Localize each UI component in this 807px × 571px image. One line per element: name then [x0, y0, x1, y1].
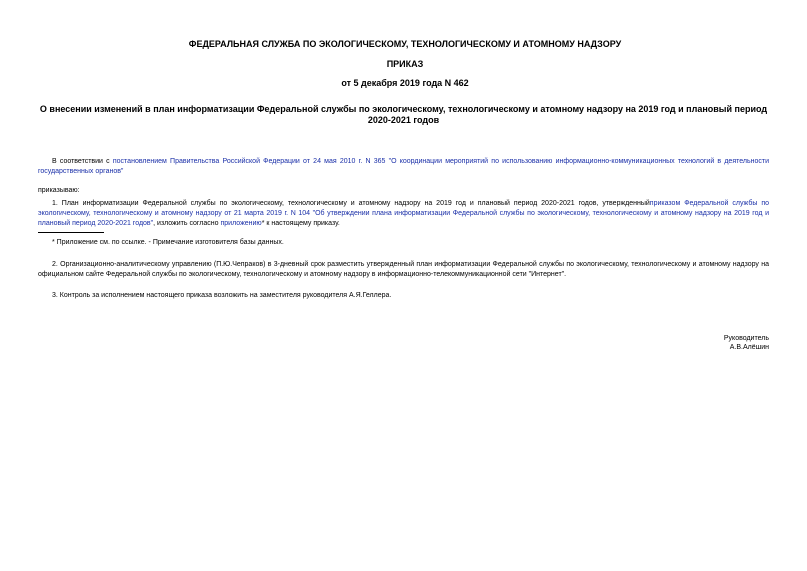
document-title: О внесении изменений в план информатизации Федеральной службы по экологическому, технологическому и атомному надзору на 2019 год и плановый период 2020-2021 годов	[39, 104, 768, 125]
item-1-middle: , изложить согласно	[153, 220, 221, 227]
footnote-divider	[38, 232, 104, 233]
preamble-paragraph	[38, 157, 769, 177]
item-1-suffix: * к настоящему приказу.	[261, 220, 340, 227]
document-type: ПРИКАЗ	[386, 59, 424, 69]
order-word: приказываю:	[38, 187, 80, 194]
agency-heading: ФЕДЕРАЛЬНАЯ СЛУЖБА ПО ЭКОЛОГИЧЕСКОМУ, ТЕХНОЛОГИЧЕСКОМУ И АТОМНОМУ НАДЗОРУ	[188, 39, 622, 49]
item-3-paragraph: 3. Контроль за исполнением настоящего приказа возложить на заместителя руководителя А.Я.Геллера.	[52, 292, 392, 299]
item-2-paragraph: 2. Организационно-аналитическому управлению (П.Ю.Чепраков) в 3-дневный срок разместить утвержденный план информатизации Федеральной службы по экологическому, технологическому и атомному надзору на официальном сайте Федеральной службы по экологическому, технологическому и атомному надзору в информационно-телекоммуникационной сети "Интернет".	[38, 261, 769, 278]
signature-name: А.В.Алёшин	[729, 344, 769, 351]
footnote: * Приложение см. по ссылке. - Примечание изготовителя базы данных.	[52, 239, 284, 246]
government-decree-link[interactable]: постановлением Правительства Российской Федерации от 24 мая 2010 г. N 365 "О координации мероприятий по использованию информационно-коммуникационных технологий в деятельности государственных органов"	[38, 158, 770, 175]
item-1-paragraph	[38, 199, 769, 229]
item-1-prefix: 1. План информатизации Федеральной службы по экологическому, технологическому и атомному надзору на 2019 год и плановый период 2020-2021 годов, утвержденный	[52, 200, 650, 207]
appendix-link[interactable]: приложению	[220, 220, 262, 227]
preamble-prefix: В соответствии с	[52, 158, 113, 165]
order-104-link[interactable]: приказом Федеральной службы по экологическому, технологическому и атомному надзору от 21 марта 2019 г. N 104 "Об утверждении плана информатизации Федеральной службы по экологическому, технологическому и атомному надзору на 2019 год и плановый период 2020-2021 годов"	[38, 200, 769, 227]
signature-position: Руководитель	[723, 335, 769, 342]
document-date-number: от 5 декабря 2019 года N 462	[341, 78, 469, 88]
